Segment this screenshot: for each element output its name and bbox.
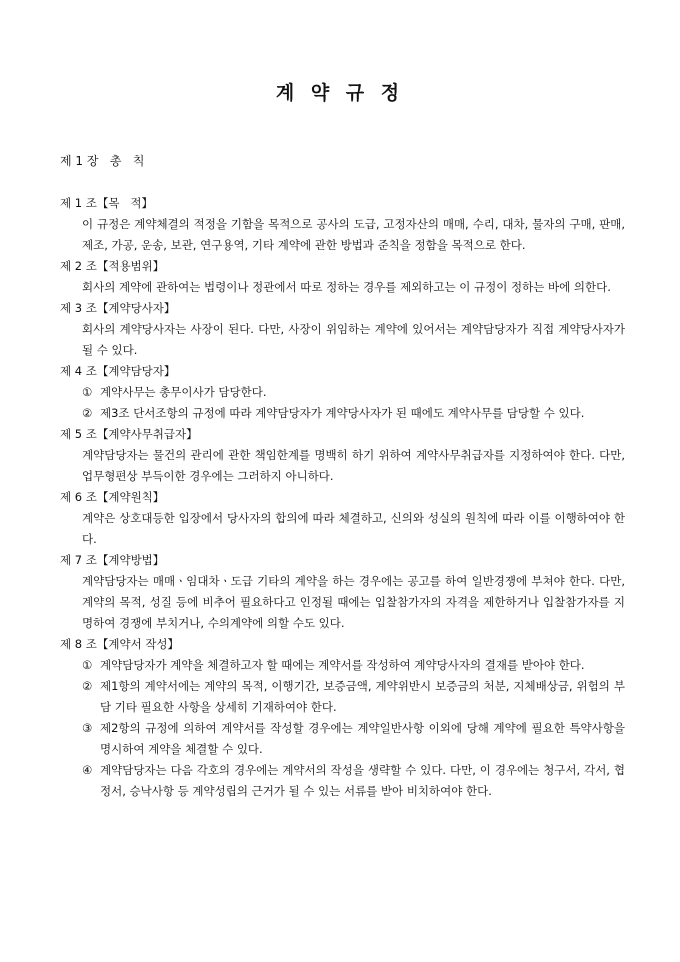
clause-text: 제2항의 규정에 의하여 계약서를 작성할 경우에는 계약일반사항 이외에 당해 계약에 필요한 특약사항을 명시하여 계약을 체결할 수 있다.: [100, 721, 625, 756]
article-heading: 제 6 조【계약원칙】: [60, 490, 165, 504]
clause-text: 계약담당자가 계약을 체결하고자 할 때에는 계약서를 작성하여 계약당사자의 결재를 받아야 한다.: [100, 658, 585, 672]
article-clause: [82, 718, 625, 760]
article: [60, 256, 625, 298]
clause-number: ④: [82, 763, 93, 777]
document-title: 계 약 규 정: [275, 82, 405, 104]
clause-number: ③: [82, 721, 93, 735]
chapter-heading: 제 1 장 총 칙: [60, 154, 145, 168]
article: [60, 487, 625, 550]
article-clause: [82, 403, 625, 424]
article-clause: [82, 676, 625, 718]
article-clause: [82, 655, 625, 676]
clause-number: ②: [82, 679, 93, 693]
article-clause: [82, 382, 625, 403]
article-body: 계약담당자는 물건의 관리에 관한 책임한계를 명백히 하기 위하여 계약사무취급자를 지정하여야 한다. 다만, 업무형편상 부득이한 경우에는 그러하지 아니하다.: [82, 448, 625, 483]
article-clause: [82, 760, 625, 802]
article: [60, 361, 625, 424]
article-body: 계약은 상호대등한 입장에서 당사자의 합의에 따라 체결하고, 신의와 성실의 원칙에 따라 이를 이행하여야 한다.: [82, 511, 625, 546]
article-body: 이 규정은 계약체결의 적정을 기함을 목적으로 공사의 도급, 고정자산의 매매, 수리, 대차, 물자의 구매, 판매, 제조, 가공, 운송, 보관, 연구용역, 기타 계약에 관한 방법과 준칙을 정함을 목적으로 한다.: [82, 217, 625, 252]
article-heading: 제 3 조【계약당사자】: [60, 301, 176, 315]
articles-list: [60, 193, 625, 802]
article-body: 회사의 계약에 관하여는 법령이나 정관에서 따로 정하는 경우를 제외하고는 이 규정이 정하는 바에 의한다.: [82, 280, 611, 294]
article-heading: 제 8 조【계약서 작성】: [60, 637, 180, 651]
article: [60, 298, 625, 361]
article: [60, 424, 625, 487]
article: [60, 550, 625, 634]
article-body: 계약담당자는 매매ㆍ임대차ㆍ도급 기타의 계약을 하는 경우에는 공고를 하여 일반경쟁에 부쳐야 한다. 다만, 계약의 목적, 성질 등에 비추어 필요하다고 인정될 때에는 입찰참가자의 자격을 제한하거나 입찰참가자를 지명하여 경쟁에 부치거나, 수의계약에 의할 수도 있다.: [82, 574, 625, 630]
clause-text: 제1항의 계약서에는 계약의 목적, 이행기간, 보증금액, 계약위반시 보증금의 처분, 지체배상금, 위험의 부담 기타 필요한 사항을 상세히 기재하여야 한다.: [100, 679, 625, 714]
article-heading: 제 7 조【계약방법】: [60, 553, 165, 567]
clause-text: 계약사무는 총무이사가 담당한다.: [100, 385, 267, 399]
article-heading: 제 5 조【계약사무취급자】: [60, 427, 198, 441]
clause-text: 제3조 단서조항의 규정에 따라 계약담당자가 계약당사자가 된 때에도 계약사무를 담당할 수 있다.: [100, 406, 585, 420]
article-heading: 제 2 조【적용범위】: [60, 259, 165, 273]
clause-number: ①: [82, 385, 93, 399]
clause-number: ①: [82, 658, 93, 672]
article: [60, 193, 625, 256]
article-heading: 제 4 조【계약담당자】: [60, 364, 176, 378]
article: [60, 634, 625, 802]
clause-number: ②: [82, 406, 93, 420]
article-body: 회사의 계약당사자는 사장이 된다. 다만, 사장이 위임하는 계약에 있어서는 계약담당자가 직접 계약당사자가 될 수 있다.: [82, 322, 625, 357]
article-heading: 제 1 조【목 적】: [60, 196, 154, 210]
clause-text: 계약담당자는 다음 각호의 경우에는 계약서의 작성을 생략할 수 있다. 다만, 이 경우에는 청구서, 각서, 협정서, 승낙사항 등 계약성립의 근거가 될 수 있는 서류를 받아 비치하여야 한다.: [100, 763, 625, 798]
